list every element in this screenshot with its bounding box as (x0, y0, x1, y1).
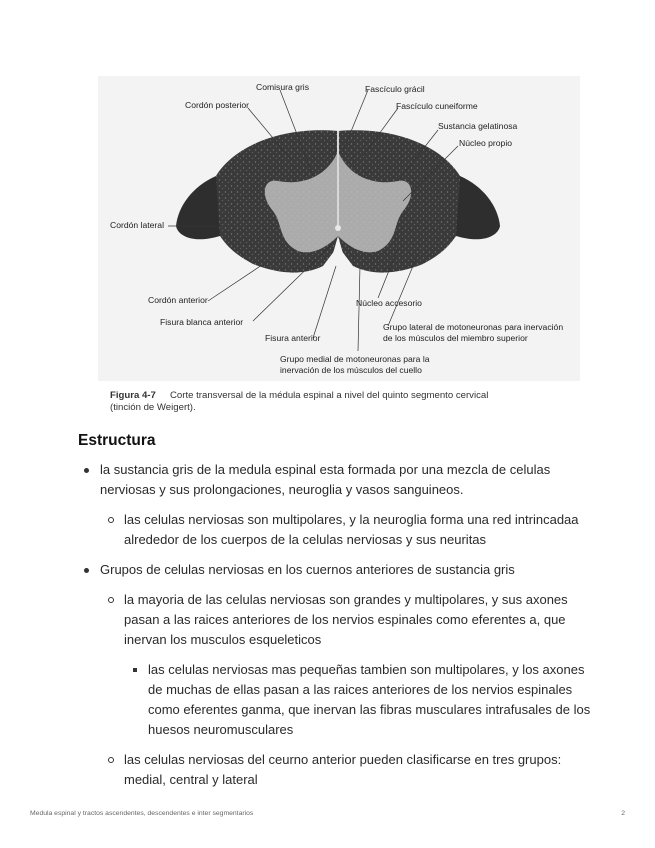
sub-bullet-list (100, 590, 596, 790)
label-nucleo-propio: Núcleo propio (459, 138, 513, 148)
list-item-text: la mayoria de las celulas nerviosas son grandes y multipolares, y sus axones pasan a las raices anteriores de los nervios espinales como eferentes a, que inervan los musculos esqueleticos (124, 592, 568, 647)
label-fasciculo-gracil: Fascículo grácil (365, 84, 425, 94)
label-nucleo-accesorio: Núcleo accesorio (356, 298, 422, 308)
list-item (76, 460, 596, 550)
label-fisura-anterior: Fisura anterior (265, 333, 321, 343)
page-footer: Medula espinal y tractos ascendentes, descendentes e inter segmentarios (30, 810, 254, 817)
label-fisura-blanca-anterior: Fisura blanca anterior (160, 317, 244, 327)
list-item (100, 750, 596, 790)
figure-caption-line1: Corte transversal de la médula espinal a nivel del quinto segmento cervical (170, 390, 489, 401)
list-item-text: la sustancia gris de la medula espinal esta formada por una mezcla de celulas nerviosas y sus prolongaciones, neuroglia y vasos sanguineos. (100, 462, 551, 497)
list-item-text: las celulas nerviosas del ceurno anterior pueden clasificarse en tres grupos: medial, central y lateral (124, 752, 562, 787)
spinal-cord-figure (98, 76, 580, 416)
section-content (76, 460, 596, 800)
page-number: 2 (621, 810, 625, 817)
label-grupo-lateral-2: de los músculos del miembro superior (383, 333, 528, 343)
label-fasciculo-cuneiforme: Fascículo cuneiforme (396, 101, 478, 111)
figure-caption-line2: (tinción de Weigert). (110, 402, 196, 413)
label-grupo-medial-2: inervación de los músculos del cuello (280, 365, 422, 375)
sub-sub-bullet-list (124, 660, 596, 740)
label-sustancia-gelatinosa: Sustancia gelatinosa (438, 121, 518, 131)
list-item-text: las celulas nerviosas mas pequeñas tambien son multipolares, y los axones de muchas de ellas pasan a las raices anteriores de los nervios espinales como eferentes ganma, que inervan las fibras musculares intrafusales de los huesos neuromusculares (148, 662, 591, 737)
label-cordon-lateral: Cordón lateral (110, 220, 164, 230)
label-comisura-gris: Comisura gris (256, 82, 310, 92)
list-item-text: las celulas nerviosas son multipolares, y la neuroglia forma una red intrincadaa alrededor de los cuerpos de la celulas nerviosas y sus neuritas (124, 512, 579, 547)
spinal-cord-section-image (98, 76, 580, 416)
list-item (76, 560, 596, 790)
list-item-text: Grupos de celulas nerviosas en los cuernos anteriores de sustancia gris (100, 562, 515, 577)
figure-caption-label: Figura 4-7 (110, 390, 156, 401)
label-grupo-medial-1: Grupo medial de motoneuronas para la (280, 354, 430, 364)
list-item (100, 590, 596, 740)
label-cordon-anterior: Cordón anterior (148, 295, 208, 305)
label-cordon-posterior: Cordón posterior (185, 100, 250, 110)
bullet-list (76, 460, 596, 790)
section-title: Estructura (78, 432, 156, 449)
sub-bullet-list (100, 510, 596, 550)
label-grupo-lateral-1: Grupo lateral de motoneuronas para inervación (383, 322, 564, 332)
list-item (100, 510, 596, 550)
list-item (124, 660, 596, 740)
